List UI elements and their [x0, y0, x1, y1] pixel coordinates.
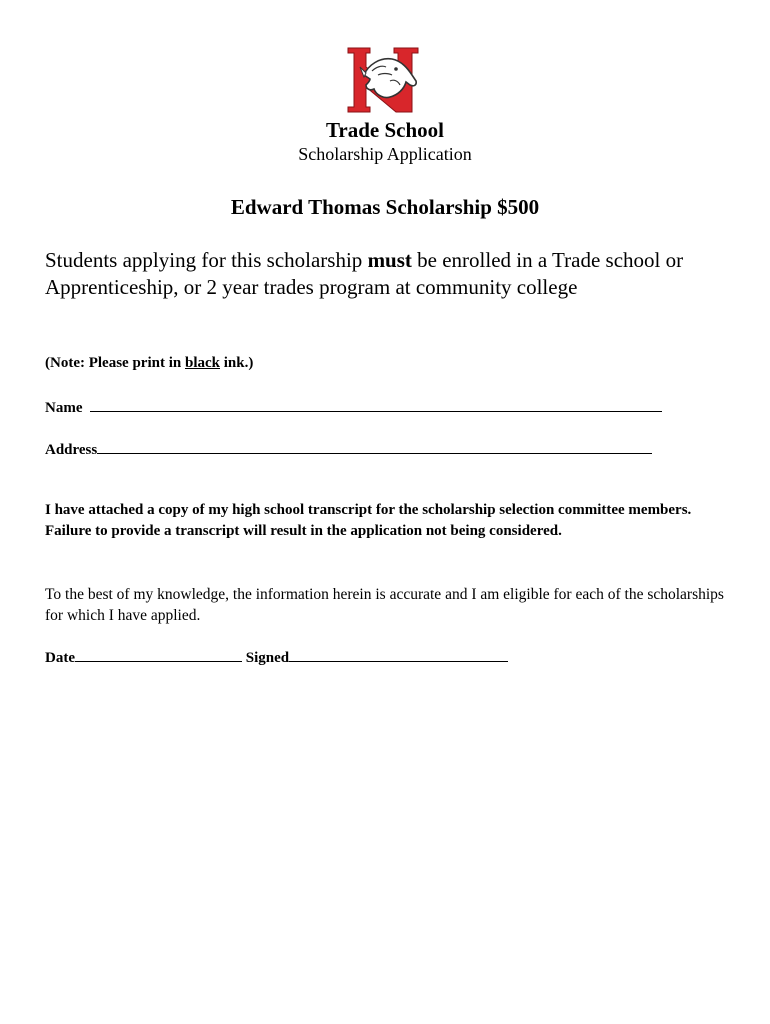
eligibility-emphasis: must: [367, 248, 412, 272]
eligibility-text-end: be enrolled in a Trade school or Apprenticeship, or 2 year trades program at community college: [45, 248, 684, 299]
date-signed-row: [45, 647, 508, 667]
transcript-statement: I have attached a copy of my high school transcript for the scholarship selection committee members. Failure to provide a transcript will result in the application not being considered.: [45, 502, 692, 539]
signed-label: Signed: [245, 650, 290, 666]
eligibility-text-start: Students applying for this scholarship: [45, 248, 368, 272]
eligibility-paragraph: [45, 247, 735, 301]
page-subtitle: Scholarship Application: [298, 144, 472, 164]
address-field: [45, 439, 652, 459]
date-line[interactable]: [75, 647, 242, 662]
date-label: Date: [45, 650, 75, 666]
ink-note-end: ink.): [220, 355, 254, 371]
ink-note-start: (Note: Please print in: [45, 355, 185, 371]
name-field: [45, 397, 662, 417]
signed-line[interactable]: [289, 647, 508, 662]
address-line[interactable]: [97, 439, 652, 454]
address-label: Address: [45, 442, 98, 458]
name-line[interactable]: [90, 397, 662, 412]
horse-n-logo-icon: [346, 45, 420, 115]
ink-note: [45, 355, 253, 372]
certification-paragraph: To the best of my knowledge, the information herein is accurate and I am eligible for each of the scholarships for which I have applied.: [45, 586, 724, 624]
scholarship-heading: Edward Thomas Scholarship $500: [230, 195, 540, 219]
ink-note-underlined: black: [184, 355, 220, 371]
name-label: Name: [45, 400, 83, 416]
page-title: Trade School: [325, 118, 445, 142]
